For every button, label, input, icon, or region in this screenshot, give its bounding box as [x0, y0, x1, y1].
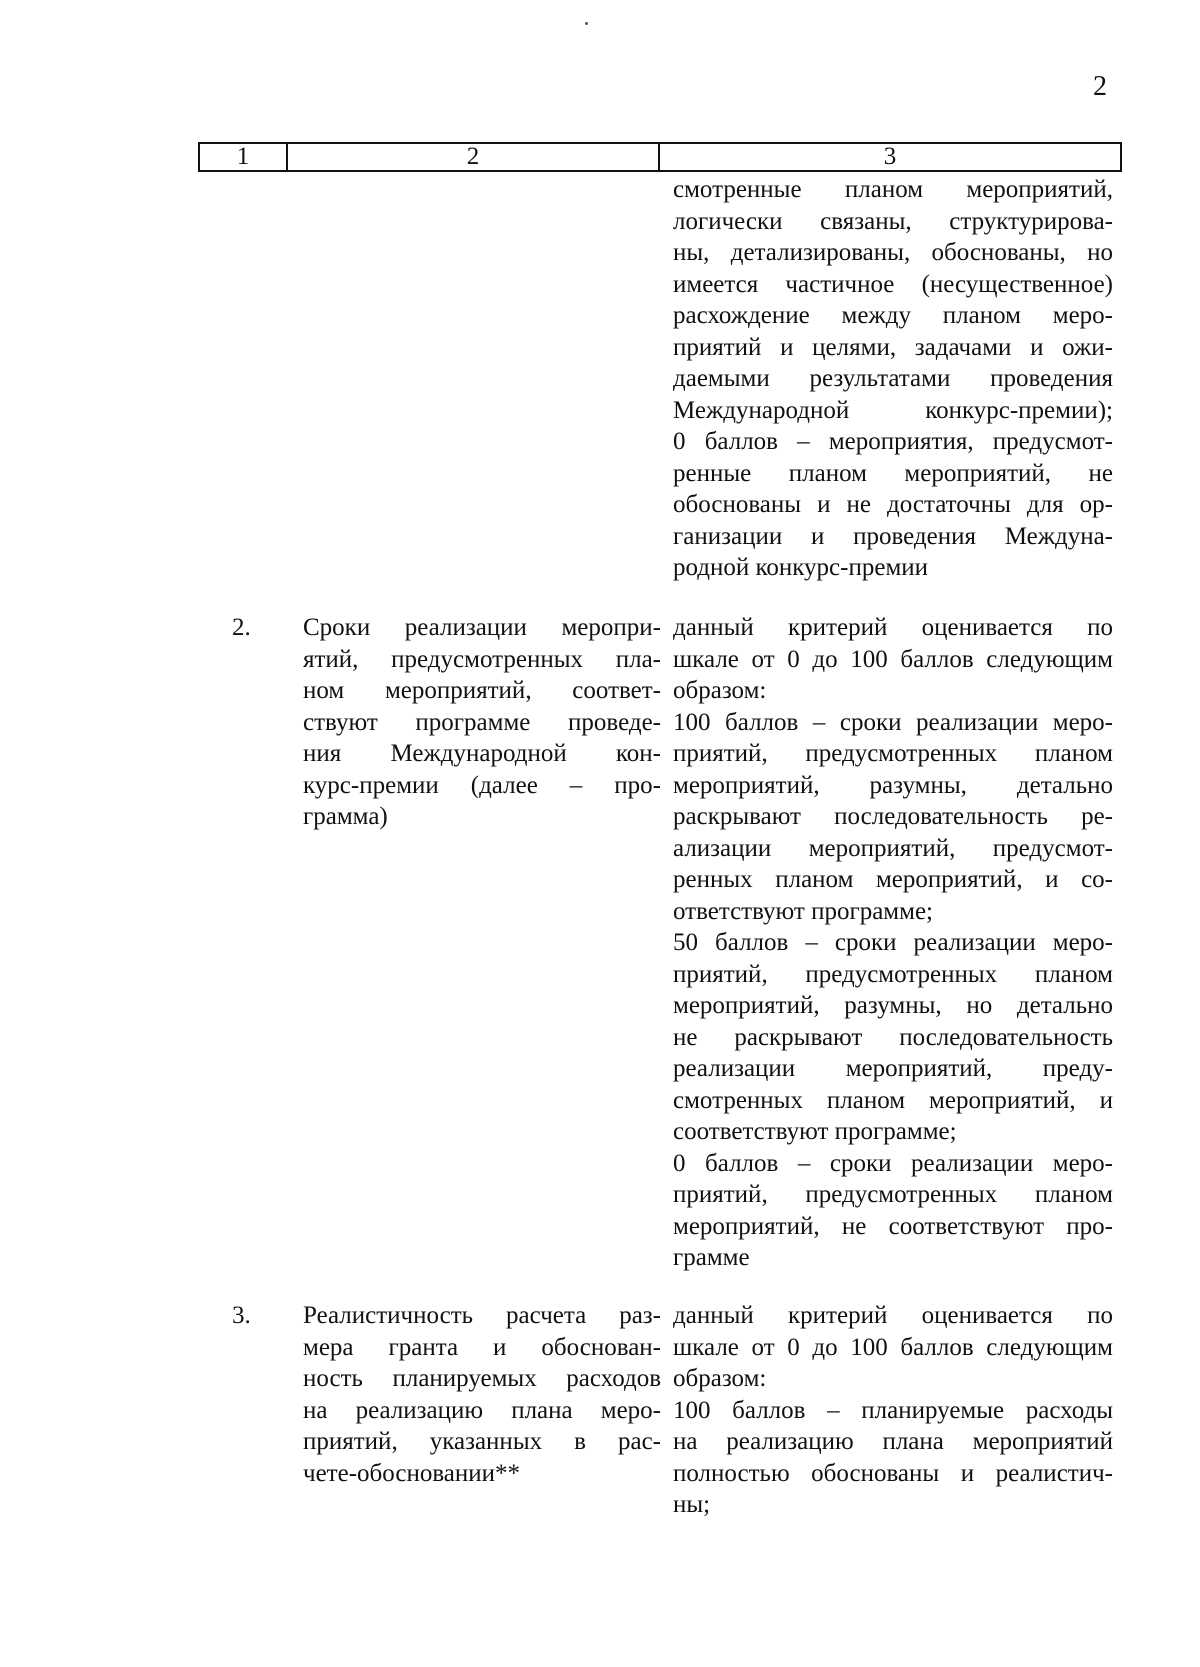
scale-cell [673, 612, 1113, 1274]
text-line: ответствуют программе; [673, 897, 933, 925]
criterion-cell [303, 612, 661, 833]
text-line: мера гранта и обоснован- [303, 1333, 661, 1361]
text-line: логически связаны, структурирова- [673, 207, 1113, 235]
text-line: Сроки реализации меропри- [303, 614, 661, 641]
text-line: приятий и целями, задачами и ожи- [673, 333, 1113, 361]
scale-cell [673, 1300, 1113, 1521]
text-line: приятий, предусмотренных планом [673, 1181, 1113, 1208]
text-line: ны; [673, 1491, 711, 1518]
text-line: расхождение между планом меро- [673, 302, 1113, 329]
text-line: ренные планом мероприятий, не [673, 459, 1113, 487]
scan-speck [585, 22, 588, 25]
text-line: соответствуют программе; [673, 1118, 957, 1145]
text-line: раскрывают последовательность ре- [673, 803, 1113, 830]
text-line: Реалистичность расчета раз- [303, 1302, 661, 1329]
text-line: шкале от 0 до 100 баллов следующим [673, 1333, 1113, 1361]
text-line: ренных планом мероприятий, и со- [673, 866, 1113, 893]
text-line: на реализацию плана мероприятий [673, 1428, 1113, 1455]
text-line: не раскрывают последовательность [673, 1023, 1113, 1051]
text-line: реализации мероприятий, преду- [673, 1055, 1113, 1082]
text-line: ном мероприятий, соответ- [303, 677, 661, 704]
text-line: ны, детализированы, обоснованы, но [673, 239, 1113, 266]
text-line: обоснованы и не достаточны для ор- [673, 491, 1113, 518]
text-line: шкале от 0 до 100 баллов следующим [673, 645, 1113, 673]
continuation-cell [673, 174, 1113, 584]
text-line: ятий, предусмотренных пла- [303, 645, 661, 673]
text-line: чете-обосновании** [303, 1459, 521, 1487]
text-line: приятий, предусмотренных планом [673, 960, 1113, 988]
text-line: родной конкурс-премии [673, 554, 929, 581]
text-line: ализации мероприятий, предусмот- [673, 834, 1113, 862]
header-col-1: 1 [200, 144, 288, 170]
text-line: ствуют программе проведе- [303, 708, 661, 736]
text-line: образом: [673, 1365, 767, 1392]
text-line: мероприятий, разумны, но детально [673, 992, 1113, 1019]
criterion-cell [303, 1300, 661, 1489]
text-line: ность планируемых расходов [303, 1365, 661, 1392]
text-line: даемыми результатами проведения [673, 365, 1113, 392]
text-line: 0 баллов – мероприятия, предусмот- [673, 428, 1113, 455]
text-line: на реализацию плана меро- [303, 1396, 661, 1424]
text-line: смотренных планом мероприятий, и [673, 1086, 1113, 1114]
text-line: данный критерий оценивается по [673, 614, 1113, 641]
text-line: приятий, указанных в рас- [303, 1428, 661, 1455]
text-line: смотренные планом мероприятий, [673, 176, 1113, 203]
text-line: имеется частичное (несущественное) [673, 270, 1113, 298]
page-number: 2 [1093, 71, 1107, 102]
text-line: 100 баллов – сроки реализации меро- [673, 708, 1113, 736]
row-number: 2. [232, 614, 251, 641]
table-header-row [198, 142, 1122, 172]
text-line: грамма) [303, 803, 388, 830]
text-line: грамме [673, 1244, 750, 1271]
text-line: курс-премии (далее – про- [303, 771, 661, 799]
header-col-3: 3 [883, 143, 897, 170]
text-line: данный критерий оценивается по [673, 1302, 1113, 1329]
text-line: Международной конкурс-премии); [673, 396, 1113, 424]
text-line: образом: [673, 677, 767, 704]
text-line: полностью обоснованы и реалистич- [673, 1459, 1113, 1487]
text-line: 0 баллов – сроки реализации меро- [673, 1149, 1113, 1177]
text-line: 50 баллов – сроки реализации меро- [673, 929, 1113, 956]
text-line: приятий, предусмотренных планом [673, 740, 1113, 767]
text-line: ния Международной кон- [303, 740, 661, 767]
text-line: ганизации и проведения Междуна- [673, 522, 1113, 550]
text-line: мероприятий, разумны, детально [673, 771, 1113, 799]
text-line: мероприятий, не соответствуют про- [673, 1212, 1113, 1240]
text-line: 100 баллов – планируемые расходы [673, 1396, 1113, 1424]
row-number: 3. [232, 1302, 251, 1329]
header-col-2: 2 [288, 144, 660, 170]
